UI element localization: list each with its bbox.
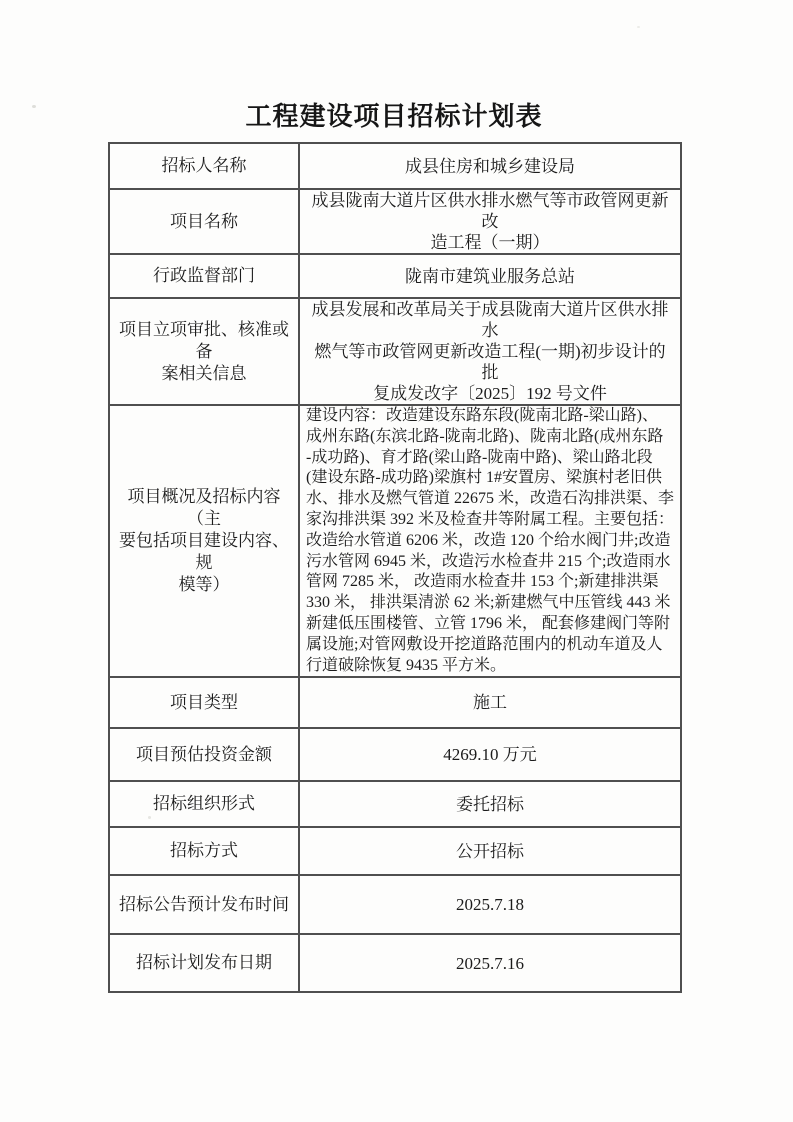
row-label-project-type: 项目类型 xyxy=(109,677,299,728)
row-value-project-overview xyxy=(299,405,681,677)
row-label-supervision-dept: 行政监督部门 xyxy=(109,254,299,298)
table-row xyxy=(109,189,681,254)
row-label-project-name: 项目名称 xyxy=(109,189,299,254)
row-value-approval-info xyxy=(299,298,681,405)
table-row xyxy=(109,298,681,405)
text-line: 行道破除恢复 9435 平方米。 xyxy=(306,656,507,674)
row-value-bidding-method: 公开招标 xyxy=(299,827,681,875)
text-line: (建设东路-成功路)梁旗村 1#安置房、梁旗村老旧供 xyxy=(306,469,662,487)
text-line: 项目概况及招标内容（主 xyxy=(127,487,281,529)
text-line: 案相关信息 xyxy=(161,363,247,383)
row-value-project-type: 施工 xyxy=(299,677,681,728)
text-line: 造工程（一期） xyxy=(430,233,550,252)
table-row xyxy=(109,728,681,781)
scan-speckle xyxy=(637,26,640,28)
page-title: 工程建设项目招标计划表 xyxy=(245,102,543,131)
table-row xyxy=(109,781,681,827)
row-value-project-name xyxy=(299,189,681,254)
text-line: 成州东路(东滨北路-陇南北路)、陇南北路(成州东路 xyxy=(306,427,664,445)
table-row xyxy=(109,875,681,934)
text-line: 污水管网 6945 米，改造污水检查井 215 个;改造雨水 xyxy=(306,552,671,570)
text-line: 建设内容：改造建设东路东段(陇南北路-梁山路)、 xyxy=(306,407,658,424)
table-row xyxy=(109,677,681,728)
table-row xyxy=(109,254,681,298)
row-value-tenderer-name: 成县住房和城乡建设局 xyxy=(299,143,681,189)
row-value-plan-release-date: 2025.7.16 xyxy=(299,934,681,992)
text-line: 330 米， 排洪渠清淤 62 米;新建燃气中压管线 443 米 xyxy=(306,594,671,612)
scan-speckle xyxy=(32,105,36,108)
text-line: 管网 7285 米， 改造雨水检查井 153 个;新建排洪渠 xyxy=(306,573,659,591)
text-line: 改造给水管道 6206 米，改造 120 个给水阀门井;改造 xyxy=(306,531,671,549)
row-label-tenderer-name: 招标人名称 xyxy=(109,143,299,189)
row-value-announcement-date: 2025.7.18 xyxy=(299,875,681,934)
bidding-plan-table xyxy=(108,142,682,993)
row-label-bidding-method: 招标方式 xyxy=(109,827,299,875)
row-label-estimated-investment: 项目预估投资金额 xyxy=(109,728,299,781)
text-line: 燃气等市政管网更新改造工程(一期)初步设计的批 xyxy=(314,342,666,382)
text-line: 复成发改字〔2025〕192 号文件 xyxy=(373,384,607,403)
row-label-announcement-date: 招标公告预计发布时间 xyxy=(109,875,299,934)
text-line: 水、排水及燃气管道 22675 米，改造石沟排洪渠、李 xyxy=(306,490,675,508)
row-value-estimated-investment: 4269.10 万元 xyxy=(299,728,681,781)
row-label-organization-form: 招标组织形式 xyxy=(109,781,299,827)
text-line: 新建低压围楼管、立管 1796 米， 配套修建阀门等附 xyxy=(306,614,671,632)
text-line: 项目立项审批、核准或备 xyxy=(119,319,289,361)
text-line: 要包括项目建设内容、规 xyxy=(119,531,289,573)
text-line: 模等） xyxy=(178,575,230,595)
row-label-plan-release-date: 招标计划发布日期 xyxy=(109,934,299,992)
table-row xyxy=(109,143,681,189)
text-line: 成县陇南大道片区供水排水燃气等市政管网更新改 xyxy=(311,191,669,231)
row-value-supervision-dept: 陇南市建筑业服务总站 xyxy=(299,254,681,298)
text-line: -成功路)、育才路(梁山路-陇南中路)、梁山路北段 xyxy=(306,448,653,466)
table-row xyxy=(109,405,681,677)
row-value-organization-form: 委托招标 xyxy=(299,781,681,827)
text-line: 成县发展和改革局关于成县陇南大道片区供水排水 xyxy=(311,300,669,340)
table-row xyxy=(109,827,681,875)
text-line: 家沟排洪渠 392 米及检查井等附属工程。主要包括： xyxy=(306,510,675,528)
row-label-project-overview xyxy=(109,405,299,677)
text-line: 属设施;对管网敷设开挖道路范围内的机动车道及人 xyxy=(306,635,663,653)
table-row xyxy=(109,934,681,992)
row-label-approval-info xyxy=(109,298,299,405)
